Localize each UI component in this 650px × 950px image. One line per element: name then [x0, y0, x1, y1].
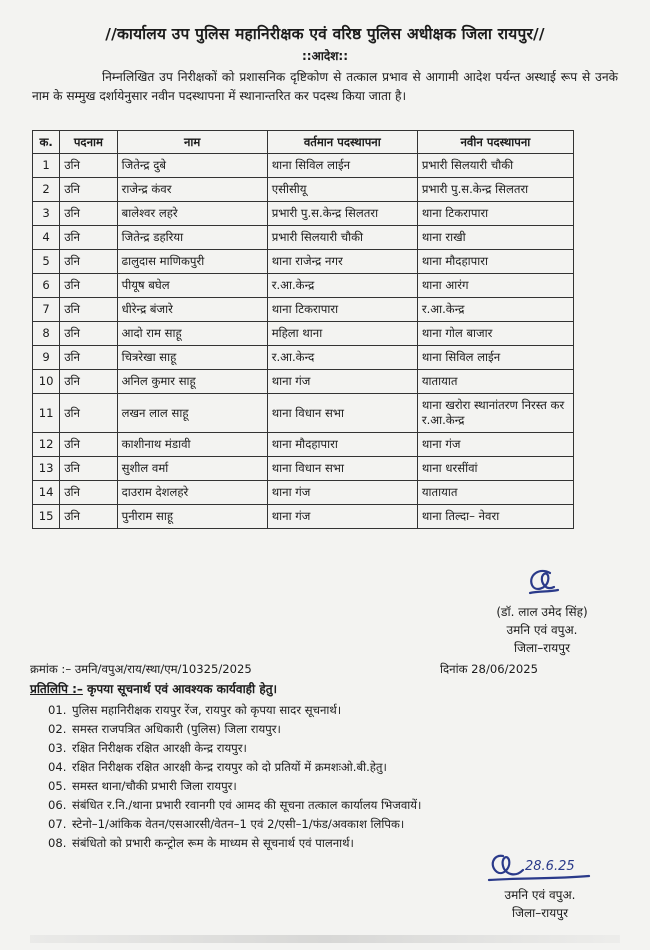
name-cell: जितेन्द्र दुबे [117, 154, 267, 178]
current-posting-cell: थाना गंज [267, 505, 417, 529]
new-posting-cell: यातायात [417, 370, 573, 394]
new-posting-cell: थाना धरसींवां [417, 457, 573, 481]
rank-cell: उनि [60, 178, 117, 202]
rank-cell: उनि [60, 457, 117, 481]
office-header: //कार्यालय उप पुलिस महानिरीक्षक एवं वरिष्ठ पुलिस अधीक्षक जिला रायपुर// [105, 25, 545, 43]
name-cell: राजेन्द्र कंवर [117, 178, 267, 202]
order-intro-paragraph: निम्नलिखित उप निरीक्षकों को प्रशासनिक दृष्टिकोण से तत्काल प्रभाव से आगामी आदेश पर्यन्त अस्थाई रूप से उनके नाम के सम्मुख दर्शायेनुसार नवीन पदस्थापना में स्थानान्तरित कर पदस्थ किया जाता है। [32, 70, 618, 103]
col-header-current-posting: वर्तमान पदस्थापना [267, 131, 417, 154]
signatory2-designation: उमनि एवं वपुअ. [504, 888, 576, 902]
serial-cell: 7 [33, 298, 60, 322]
current-posting-cell: थाना टिकरापारा [267, 298, 417, 322]
table-row [33, 394, 574, 433]
name-cell: चित्ररेखा साहू [117, 346, 267, 370]
rank-cell: उनि [60, 274, 117, 298]
new-posting-cell: थाना टिकरापारा [417, 202, 573, 226]
new-posting-cell: थाना गोल बाजार [417, 322, 573, 346]
list-item [48, 796, 608, 815]
rank-cell: उनि [60, 322, 117, 346]
new-posting-cell: थाना सिविल लाईन [417, 346, 573, 370]
name-cell: पुनीराम साहू [117, 505, 267, 529]
list-item-text: रक्षित निरीक्षक रक्षित आरक्षी केन्द्र रायपुर। [72, 741, 247, 755]
table-row [33, 178, 574, 202]
rank-cell: उनि [60, 481, 117, 505]
reference-number: क्रमांक :– उमनि/वपुअ/राय/स्था/एम/10325/2025 [30, 662, 252, 676]
reference-line [30, 662, 590, 677]
list-item-number: 05. [48, 779, 67, 793]
rank-cell: उनि [60, 505, 117, 529]
current-posting-cell: थाना सिविल लाईन [267, 154, 417, 178]
list-item-text: संबंधितो को प्रभारी कन्ट्रोल रूम के माध्यम से सूचनार्थ एवं पालनार्थ। [72, 836, 354, 850]
list-item [48, 815, 608, 834]
name-cell: जितेन्द्र डहरिया [117, 226, 267, 250]
signatory2-district: जिला–रायपुर [512, 906, 568, 920]
table-body [33, 154, 574, 529]
copy-heading [30, 680, 590, 697]
copy-purpose: कृपया सूचनार्थ एवं आवश्यक कार्यवाही हेतु। [87, 682, 278, 696]
list-item-number: 06. [48, 798, 67, 812]
faint-footer-text [30, 935, 620, 943]
table-row [33, 322, 574, 346]
current-posting-cell: थाना विधान सभा [267, 394, 417, 433]
table-row [33, 202, 574, 226]
transfer-table [32, 130, 574, 529]
current-posting-cell: थाना गंज [267, 370, 417, 394]
list-item-number: 07. [48, 817, 67, 831]
current-posting-cell: र.आ.केन्द [267, 346, 417, 370]
table-row [33, 346, 574, 370]
list-item-number: 01. [48, 703, 67, 717]
current-posting-cell: थाना विधान सभा [267, 457, 417, 481]
list-item-text: पुलिस महानिरीक्षक रायपुर रेंज, रायपुर को कृपया सादर सूचनार्थ। [72, 703, 342, 717]
signatory-designation: उमनि एवं वपुअ. [506, 623, 578, 637]
current-posting-cell: प्रभारी सिलयारी चौकी [267, 226, 417, 250]
list-item-text: समस्त राजपत्रित अधिकारी (पुलिस) जिला रायपुर। [72, 722, 281, 736]
name-cell: दाउराम देशलहरे [117, 481, 267, 505]
serial-cell: 6 [33, 274, 60, 298]
serial-cell: 2 [33, 178, 60, 202]
name-cell: ढालुदास माणिकपुरी [117, 250, 267, 274]
name-cell: बालेश्वर लहरे [117, 202, 267, 226]
table-row [33, 226, 574, 250]
table-row [33, 250, 574, 274]
rank-cell: उनि [60, 346, 117, 370]
table-row [33, 481, 574, 505]
order-date: दिनांक 28/06/2025 [440, 662, 539, 676]
serial-cell: 11 [33, 394, 60, 433]
table-row [33, 457, 574, 481]
name-cell: अनिल कुमार साहू [117, 370, 267, 394]
new-posting-cell: थाना आरंग [417, 274, 573, 298]
list-item-text: रक्षित निरीक्षक रक्षित आरक्षी केन्द्र रायपुर को दो प्रतियों में क्रमशःओ.बी.हेतु। [72, 760, 387, 774]
serial-cell: 12 [33, 433, 60, 457]
serial-cell: 15 [33, 505, 60, 529]
rank-cell: उनि [60, 226, 117, 250]
new-posting-cell: प्रभारी सिलयारी चौकी [417, 154, 573, 178]
col-header-name: नाम [117, 131, 267, 154]
table-row [33, 370, 574, 394]
serial-cell: 13 [33, 457, 60, 481]
rank-cell: उनि [60, 250, 117, 274]
order-title: ::आदेश:: [302, 49, 348, 63]
rank-cell: उनि [60, 370, 117, 394]
table-row [33, 298, 574, 322]
list-item-text: संबंधित र.नि./थाना प्रभारी रवानगी एवं आमद की सूचना तत्काल कार्यालय भिजवायें। [72, 798, 422, 812]
name-cell: सुशील वर्मा [117, 457, 267, 481]
name-cell: काशीनाथ मंडावी [117, 433, 267, 457]
table-row [33, 505, 574, 529]
name-cell: लखन लाल साहू [117, 394, 267, 433]
current-posting-cell: महिला थाना [267, 322, 417, 346]
current-posting-cell: थाना मौदहापारा [267, 433, 417, 457]
serial-cell: 9 [33, 346, 60, 370]
serial-cell: 1 [33, 154, 60, 178]
table-row [33, 154, 574, 178]
table-header-row [33, 131, 574, 154]
serial-cell: 8 [33, 322, 60, 346]
serial-cell: 4 [33, 226, 60, 250]
copy-label: प्रतिलिपि :– [30, 682, 83, 696]
serial-cell: 14 [33, 481, 60, 505]
new-posting-cell: थाना खरोरा स्थानांतरण निरस्त कर र.आ.केन्द्र [417, 394, 573, 433]
new-posting-cell: थाना मौदहापारा [417, 250, 573, 274]
new-posting-cell: र.आ.केन्द्र [417, 298, 573, 322]
list-item-text: स्टेनो–1/आंकिक वेतन/एसआरसी/वेतन–1 एवं 2/एसी–1/फंड/अवकाश लिपिक। [72, 817, 405, 831]
col-header-rank: पदनाम [60, 131, 117, 154]
current-posting-cell: र.आ.केन्द्र [267, 274, 417, 298]
new-posting-cell: थाना गंज [417, 433, 573, 457]
signature-block-2 [470, 850, 610, 922]
list-item-number: 02. [48, 722, 67, 736]
table-row [33, 433, 574, 457]
rank-cell: उनि [60, 154, 117, 178]
list-item-number: 03. [48, 741, 67, 755]
list-item-number: 04. [48, 760, 67, 774]
serial-cell: 10 [33, 370, 60, 394]
name-cell: धीरेन्द्र बंजारे [117, 298, 267, 322]
current-posting-cell: थाना गंज [267, 481, 417, 505]
rank-cell: उनि [60, 394, 117, 433]
name-cell: पीयूष बघेल [117, 274, 267, 298]
signatory-district: जिला–रायपुर [514, 641, 570, 655]
list-item-number: 08. [48, 836, 67, 850]
serial-cell: 5 [33, 250, 60, 274]
signature-mark-icon [520, 565, 564, 599]
list-item [48, 777, 608, 796]
col-header-serial: क. [33, 131, 60, 154]
current-posting-cell: एसीसीयू [267, 178, 417, 202]
col-header-new-posting: नवीन पदस्थापना [417, 131, 573, 154]
current-posting-cell: प्रभारी पु.स.केन्द्र सिलतरा [267, 202, 417, 226]
new-posting-cell: थाना तिल्दा– नेवरा [417, 505, 573, 529]
list-item [48, 720, 608, 739]
table-row [33, 274, 574, 298]
name-cell: आदो राम साहू [117, 322, 267, 346]
signature-initial-icon [485, 850, 595, 886]
new-posting-cell: यातायात [417, 481, 573, 505]
list-item [48, 701, 608, 720]
rank-cell: उनि [60, 202, 117, 226]
copy-list [48, 701, 608, 853]
new-posting-cell: थाना राखी [417, 226, 573, 250]
current-posting-cell: थाना राजेन्द्र नगर [267, 250, 417, 274]
rank-cell: उनि [60, 433, 117, 457]
serial-cell: 3 [33, 202, 60, 226]
signature-date-scrawl: 28.6.25 [525, 859, 575, 874]
list-item-text: समस्त थाना/चौकी प्रभारी जिला रायपुर। [72, 779, 237, 793]
list-item [48, 739, 608, 758]
rank-cell: उनि [60, 298, 117, 322]
signature-block [452, 565, 632, 657]
new-posting-cell: प्रभारी पु.स.केन्द्र सिलतरा [417, 178, 573, 202]
signatory-name: (डॉ. लाल उमेद सिंह) [496, 605, 588, 619]
list-item [48, 758, 608, 777]
